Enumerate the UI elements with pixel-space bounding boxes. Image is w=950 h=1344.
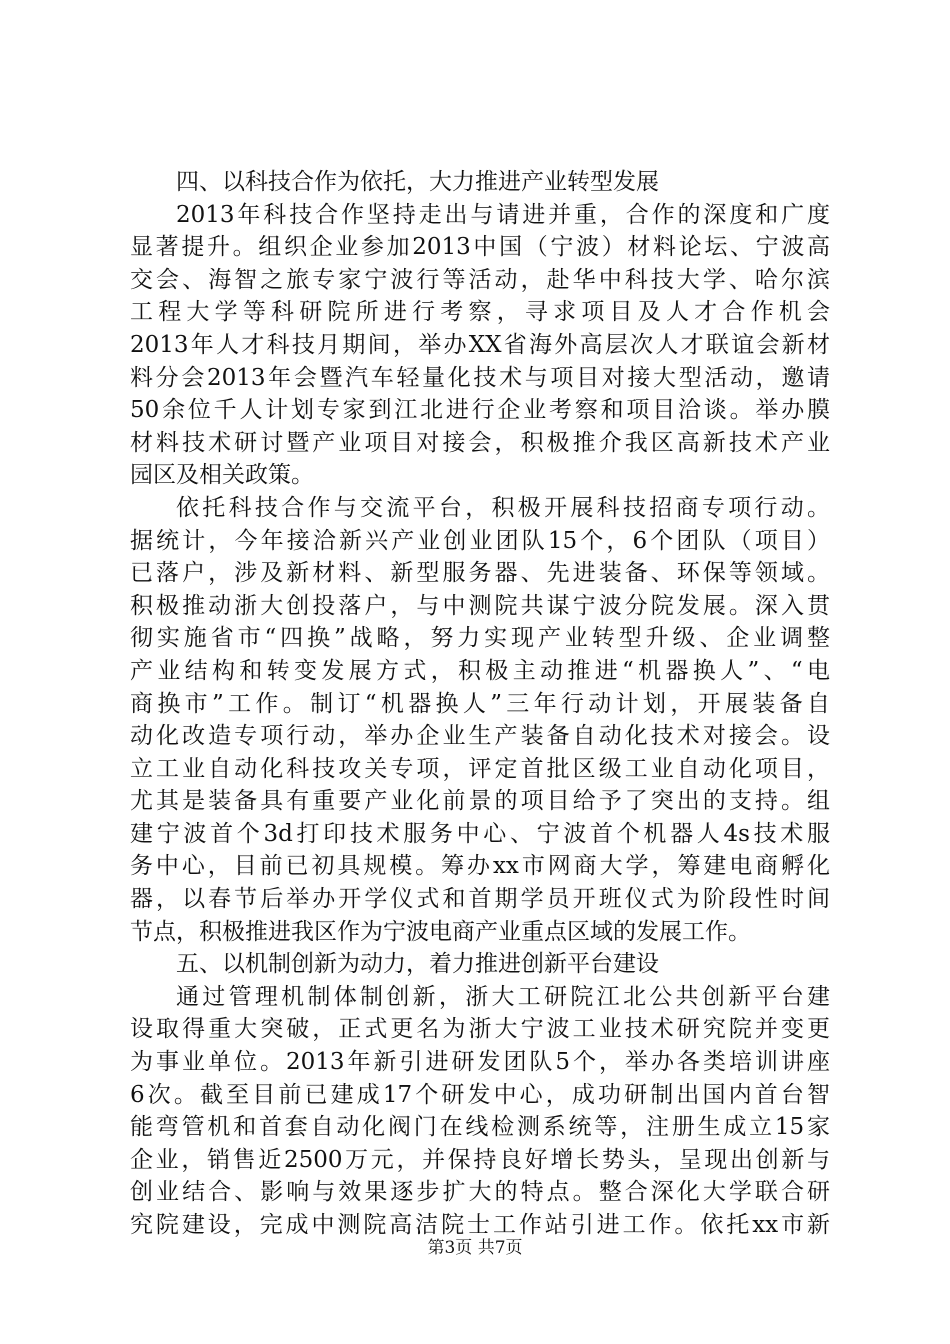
- text-line: 2013年科技合作坚持走出与请进并重，合作的深度和广度: [176, 201, 830, 228]
- text-line: 交会、海智之旅专家宁波行等活动，赴华中科技大学、哈尔滨: [130, 266, 830, 293]
- text-line: 材料技术研讨暨产业项目对接会，积极推介我区高新技术产业: [130, 429, 830, 456]
- text-line: 显著提升。组织企业参加2013中国（宁波）材料论坛、宁波高: [130, 234, 830, 261]
- text-line: 务中心，目前已初具规模。筹办xx市网商大学，筹建电商孵化: [130, 853, 830, 880]
- text-line: 器，以春节后举办开学仪式和首期学员开班仪式为阶段性时间: [130, 886, 830, 913]
- text-line: 2013年人才科技月期间，举办XX省海外高层次人才联谊会新材: [130, 331, 830, 358]
- text-line: 通过管理机制体制创新，浙大工研院江北公共创新平台建: [176, 983, 830, 1010]
- text-line: 彻实施省市“四换”战略，努力实现产业转型升级、企业调整: [130, 625, 830, 652]
- text-line: 50余位千人计划专家到江北进行企业考察和项目洽谈。举办膜: [130, 397, 830, 424]
- text-line: 园区及相关政策。: [130, 462, 314, 489]
- text-line: 积极推动浙大创投落户，与中测院共谋宁波分院发展。深入贯: [130, 592, 830, 619]
- text-line: 动化改造专项行动，举办企业生产装备自动化技术对接会。设: [130, 723, 830, 750]
- text-line: 据统计，今年接洽新兴产业创业团队15个，6个团队（项目）: [130, 527, 830, 554]
- text-line: 立工业自动化科技攻关专项，评定首批区级工业自动化项目，: [130, 755, 830, 782]
- page-footer: 第3页 共7页: [427, 1238, 523, 1258]
- text-line: 产业结构和转变发展方式，积极主动推进“机器换人”、“电: [130, 657, 830, 684]
- text-line: 6次。截至目前已建成17个研发中心，成功研制出国内首台智: [130, 1081, 830, 1108]
- document-body: [130, 166, 830, 1242]
- text-line: 已落户，涉及新材料、新型服务器、先进装备、环保等领域。: [130, 560, 830, 587]
- text-line: 节点，积极推进我区作为宁波电商产业重点区域的发展工作。: [130, 918, 751, 945]
- text-line: 料分会2013年会暨汽车轻量化技术与项目对接大型活动，邀请: [130, 364, 830, 391]
- text-line: 建宁波首个3d打印技术服务中心、宁波首个机器人4s技术服: [130, 820, 830, 847]
- text-line: 商换市”工作。制订“机器换人”三年行动计划，开展装备自: [130, 690, 830, 717]
- text-line: 设取得重大突破，正式更名为浙大宁波工业技术研究院并变更: [130, 1016, 830, 1043]
- text-line: 能弯管机和首套自动化阀门在线检测系统等，注册生成立15家: [130, 1114, 830, 1141]
- text-line: 创业结合、影响与效果逐步扩大的特点。整合深化大学联合研: [130, 1179, 830, 1206]
- text-line: 企业，销售近2500万元，并保持良好增长势头，呈现出创新与: [130, 1146, 830, 1173]
- text-line: 五、以机制创新为动力，着力推进创新平台建设: [176, 951, 659, 978]
- text-line: 四、以科技合作为依托，大力推进产业转型发展: [176, 169, 659, 195]
- text-line: 工程大学等科研院所进行考察，寻求项目及人才合作机会: [130, 299, 830, 326]
- text-line: 尤其是装备具有重要产业化前景的项目给予了突出的支持。组: [130, 788, 830, 815]
- text-line: 究院建设，完成中测院高洁院士工作站引进工作。依托xx市新: [130, 1212, 830, 1238]
- text-line: 依托科技合作与交流平台，积极开展科技招商专项行动。: [176, 494, 830, 521]
- text-line: 为事业单位。2013年新引进研发团队5个，举办各类培训讲座: [130, 1049, 830, 1076]
